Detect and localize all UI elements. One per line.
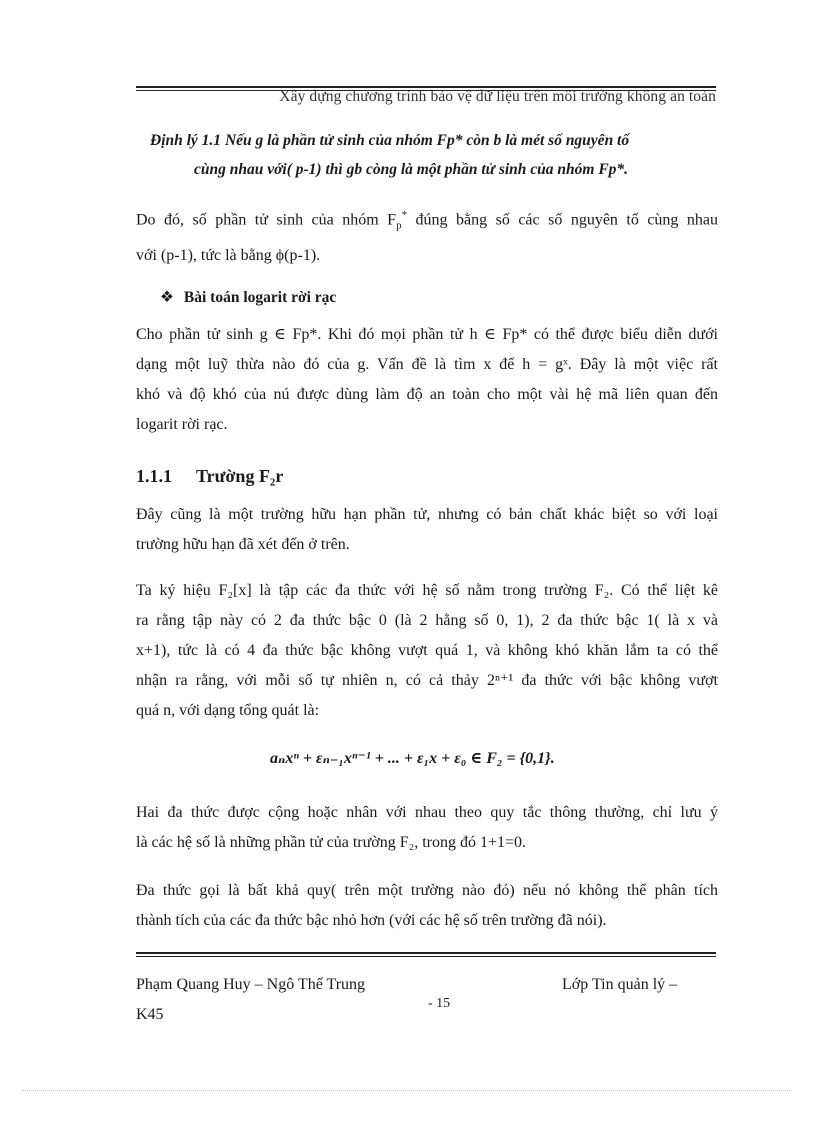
para6-line-1: Đa thức gọi là bất khả quy( trên một trường nào đó) nếu nó không thể phân tích [136, 882, 718, 899]
para4-line-3: x+1), tức là có 4 đa thức bậc không vượt quá 1, và không khó khăn lắm ta có thể [136, 642, 718, 659]
footer-class: Lớp Tin quản lý – [562, 976, 678, 993]
para4-line-2: ra rằng tập này có 2 đa thức bậc 0 (là 2 hằng số 0, 1), 2 đa thức bậc 1( là x và [136, 612, 718, 629]
page-number: - 15 [428, 996, 451, 1011]
page-edge-divider [22, 1090, 792, 1091]
paragraph-operations [136, 798, 718, 858]
paragraph-generators [136, 200, 718, 271]
section-number: 1.1.1 [136, 466, 172, 486]
para3-line-2: trường hữu hạn đã xét đến ở trên. [136, 536, 350, 553]
polynomial-formula: aₙxⁿ + εₙ₋₁xⁿ⁻¹ + ... + ε₁x + ε₀ ∈ F₂ = {0,1}. [270, 750, 555, 767]
section-title: Trường F₂r [196, 466, 284, 486]
footer-rule-thick [136, 952, 716, 954]
theorem-text-2: cùng nhau với( p-1) thì gb còng là một phần tử sinh của nhóm Fp*. [194, 161, 629, 178]
theorem-block [150, 126, 720, 184]
footer-authors: Phạm Quang Huy – Ngô Thế Trung [136, 976, 366, 993]
diamond-bullet-icon: ❖ [160, 289, 174, 306]
header-title: Xây dựng chương trình bảo vệ dữ liệu trên môi trường không an toàn [279, 88, 716, 105]
para5-line-1: Hai đa thức được cộng hoặc nhân với nhau theo quy tắc thông thường, chỉ lưu ý [136, 804, 718, 821]
para2-line-3: khó và độ khó của nú được dùng làm độ an toàn cho một vài hệ mã liên quan đến [136, 386, 718, 403]
para3-line-1: Đây cũng là một trường hữu hạn phần tử, nhưng có bản chất khác biệt so với loại [136, 506, 718, 523]
footer-rule-thin [136, 956, 716, 957]
para2-line-2: dạng một luỹ thừa nào đó của g. Vấn đề là tìm x để h = gˣ. Đây là một việc rất [136, 356, 718, 373]
theorem-line-1 [150, 126, 720, 155]
paragraph-polynomials [136, 576, 718, 726]
section-heading [136, 466, 283, 487]
para4-line-1: Ta ký hiệu F₂[x] là tập các đa thức với hệ số nằm trong trường F₂. Có thể liệt kê [136, 582, 718, 599]
para4-line-5: quá n, với dạng tổng quát là: [136, 702, 320, 719]
paragraph-field-intro [136, 500, 718, 560]
para5-line-2: là các hệ số là những phần tử của trường F₂, trong đó 1+1=0. [136, 834, 527, 851]
bullet-title: Bài toán logarit rời rạc [183, 289, 337, 306]
theorem-label: Định lý 1.1 [150, 132, 222, 149]
para6-line-2: thành tích của các đa thức bậc nhỏ hơn (với các hệ số trên trường đã nói). [136, 912, 607, 929]
para4-line-4: nhận ra rằng, với mỗi số tự nhiên n, có cả thảy 2ⁿ⁺¹ đa thức với bậc không vượt [136, 672, 718, 689]
para1-line-2: với (p-1), tức là bằng ϕ(p-1). [136, 246, 321, 264]
paragraph-irreducible [136, 876, 718, 936]
paragraph-discrete-log [136, 320, 718, 440]
footer-class-continued: K45 [136, 1006, 164, 1023]
para1-line-1: Do đó, số phần tử sinh của nhóm $F_p^*$ đúng bằng số các số nguyên tố cùng nhau [136, 209, 719, 232]
theorem-text-1: Nếu g là phần tử sinh của nhóm Fp* còn b là mét số nguyên tố [224, 132, 630, 149]
para2-line-1: Cho phần tử sinh g ∈ Fp*. Khi đó mọi phần tử h ∈ Fp* có thể được biểu diễn dưới [136, 326, 718, 343]
bullet-heading [160, 288, 336, 307]
para2-line-4: logarit rời rạc. [136, 416, 228, 433]
